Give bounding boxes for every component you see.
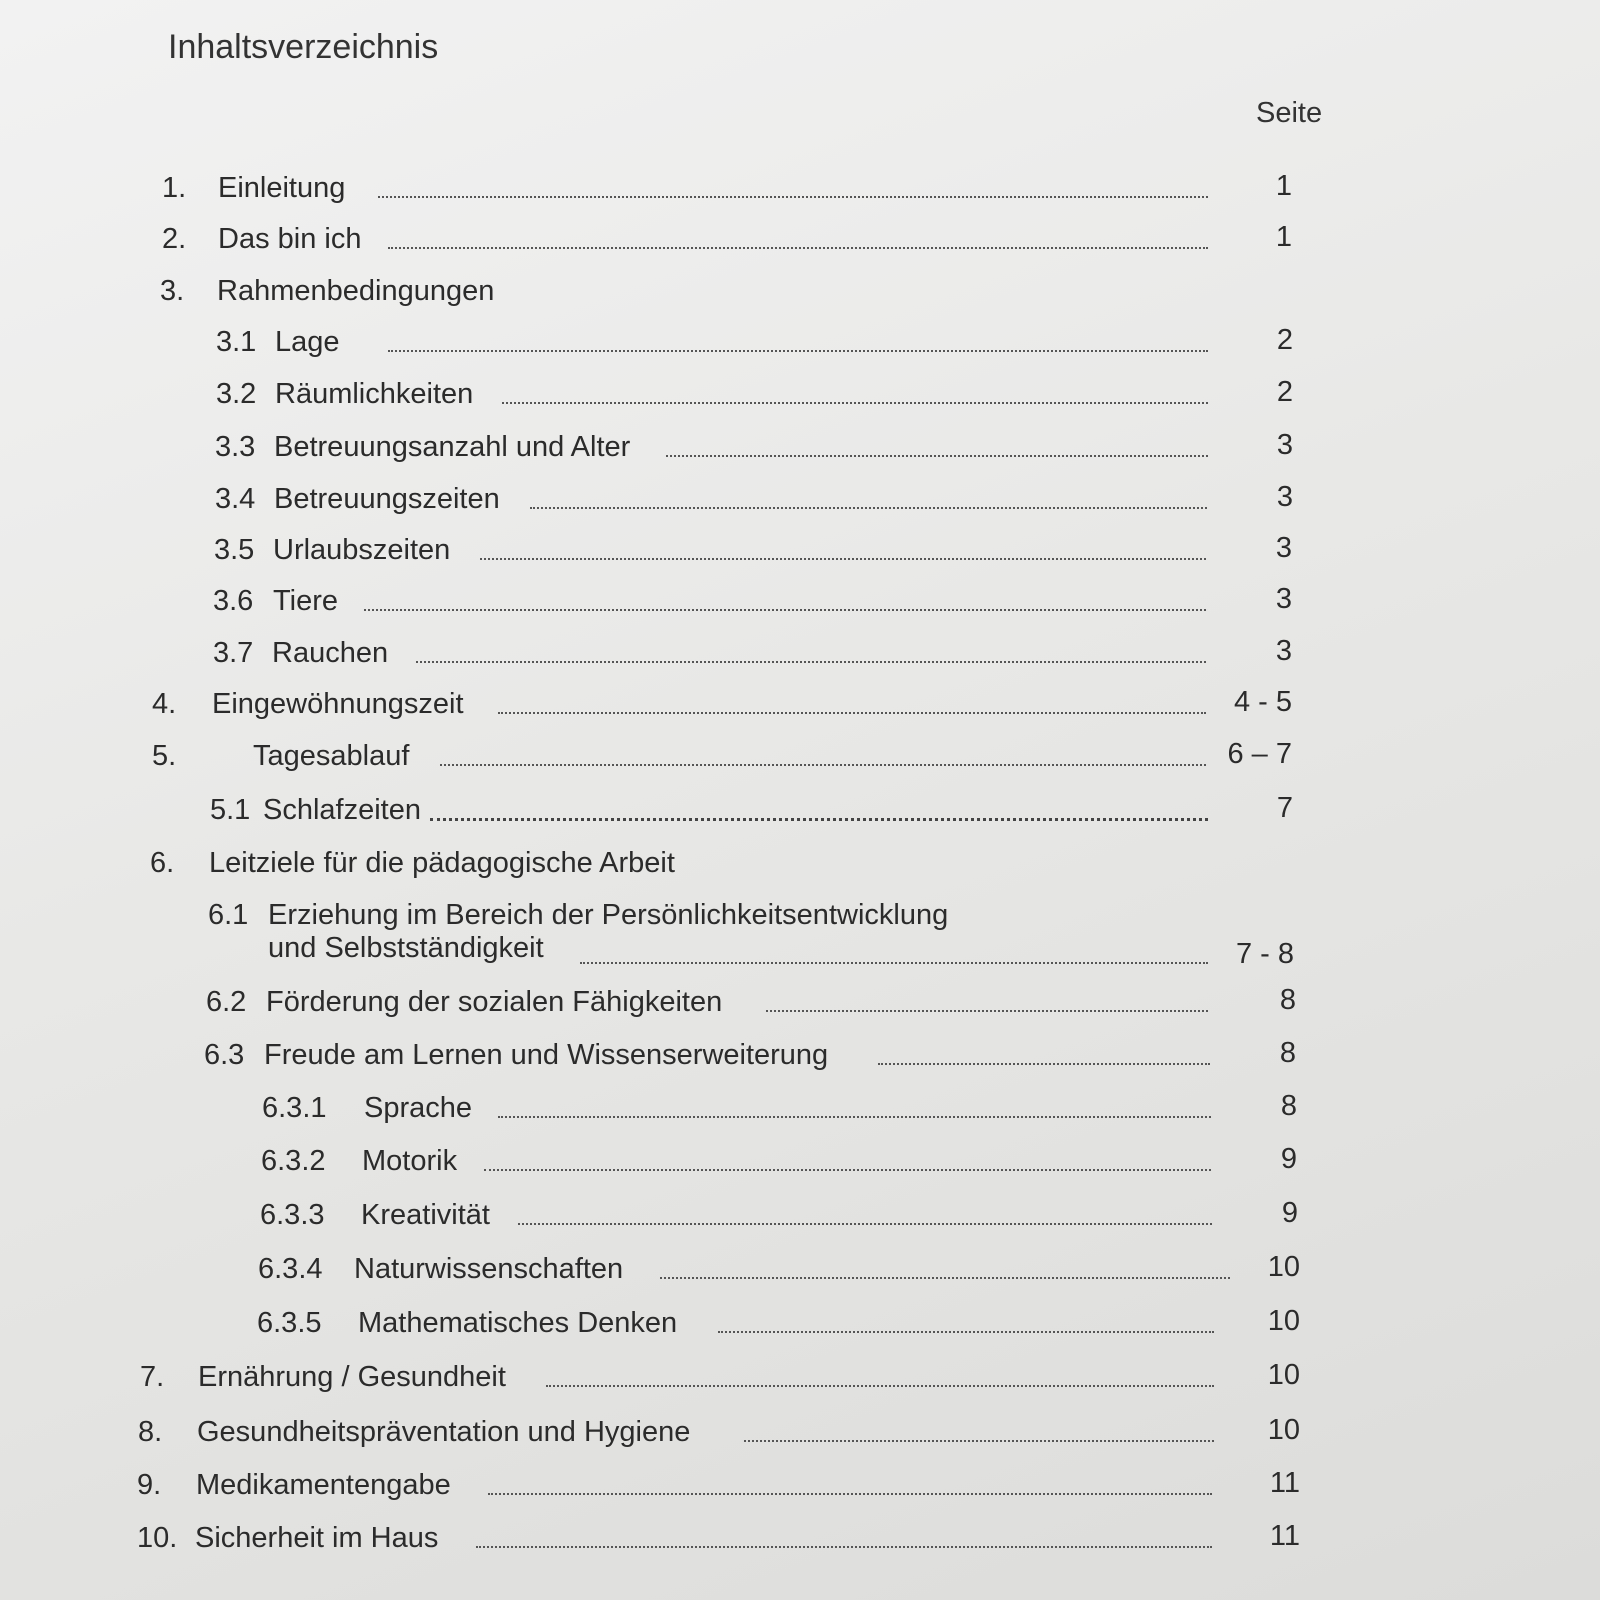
toc-entry [0,1305,1600,1345]
toc-entry-number: 7. [140,1361,165,1393]
toc-entry [0,635,1600,675]
toc-entry-number: 10. [137,1522,178,1554]
toc-leader-line [378,196,1208,198]
toc-entry-label: Freude am Lernen und Wissenserweiterung [264,1039,829,1071]
toc-entry-label: Naturwissenschaften [354,1253,624,1285]
toc-entry [0,1520,1600,1560]
toc-entry-page: 3 [1276,481,1293,513]
toc-entry-number: 3.5 [214,534,255,566]
toc-entry [0,686,1600,726]
toc-entry-label: Sicherheit im Haus [195,1522,439,1554]
toc-entry-page: 3 [1275,635,1292,667]
toc-entry-number: 6.3.3 [260,1199,325,1231]
toc-entry-number: 1. [162,172,187,204]
toc-entry-page: 9 [1280,1143,1297,1175]
page-column-header: Seite [1256,97,1323,129]
toc-entry-label: Leitziele für die pädagogische Arbeit [209,847,675,879]
toc-entry-page: 8 [1279,1037,1296,1069]
toc-entry-page: 1 [1275,170,1292,202]
toc-entry-page: 3 [1275,583,1292,615]
toc-leader-line [416,661,1206,663]
toc-entry-number: 3.2 [216,378,257,410]
toc-entry [0,1467,1600,1507]
toc-entry-page: 10 [1267,1414,1300,1446]
toc-entry [0,792,1600,832]
toc-entry [0,1143,1600,1183]
toc-entry-label: Mathematisches Denken [358,1307,678,1339]
toc-entry-label: Betreuungsanzahl und Alter [274,431,631,463]
toc-leader-line [388,350,1208,352]
toc-entry-page: 11 [1269,1467,1300,1499]
toc-entry-number: 6.3.1 [262,1092,327,1124]
toc-leader-line [498,712,1206,714]
toc-leader-line [498,1116,1211,1118]
toc-entry [0,1197,1600,1237]
toc-entry-label: Eingewöhnungszeit [212,688,464,720]
toc-leader-line [476,1546,1212,1548]
toc-entry-label: Betreuungszeiten [274,483,500,515]
toc-entry-number: 3. [160,275,185,307]
toc-entry-page: 9 [1281,1197,1298,1229]
toc-leader-line [480,558,1206,560]
toc-leader-line [430,818,1208,821]
toc-entry [0,481,1600,521]
toc-entry [0,984,1600,1024]
toc-entry-label-continuation: und Selbstständigkeit [268,932,544,964]
toc-entry-label: Rauchen [272,637,389,669]
toc-entry [0,1251,1600,1291]
toc-entry [0,324,1600,364]
toc-entry-label: Einleitung [218,172,346,204]
toc-entry-label: Urlaubszeiten [273,534,451,566]
toc-leader-line [666,455,1208,457]
toc-entry-number: 6.3.5 [257,1307,322,1339]
toc-entry-number: 3.1 [216,326,257,358]
toc-entry [0,273,1600,313]
toc-leader-line [718,1331,1214,1333]
toc-entry-page: 10 [1267,1359,1300,1391]
toc-entry-number: 6.1 [208,899,249,931]
toc-leader-line [546,1385,1214,1387]
toc-entry-page: 8 [1279,984,1296,1016]
toc-entry-label: Gesundheitspräventation und Hygiene [197,1416,691,1448]
toc-entry [0,738,1600,778]
toc-entry-page: 8 [1280,1090,1297,1122]
toc-entry [0,376,1600,416]
toc-leader-line [744,1440,1214,1442]
toc-entry-number: 6. [150,847,175,879]
toc-leader-line [484,1169,1211,1171]
toc-entry-number: 6.2 [206,986,247,1018]
toc-leader-line [766,1010,1208,1012]
toc-entry-label: Sprache [364,1092,473,1124]
toc-leader-line [518,1223,1212,1225]
toc-entry-label: Motorik [362,1145,458,1177]
toc-leader-line [364,609,1206,611]
toc-entry-label: Kreativität [361,1199,490,1231]
toc-entry-page: 10 [1267,1251,1300,1283]
toc-leader-line [878,1063,1210,1065]
toc-entry-label: Rahmenbedingungen [217,275,495,307]
toc-entry [0,1090,1600,1130]
toc-entry-page: 2 [1276,376,1293,408]
toc-entry-number: 5.1 [210,794,251,826]
toc-entry [0,897,1600,937]
toc-entry-page: 1 [1275,221,1292,253]
toc-entry-page: 11 [1269,1520,1300,1552]
toc-leader-line [502,402,1208,404]
toc-entry [0,221,1600,261]
toc-entry-number: 3.7 [213,637,254,669]
toc-entry-page: 7 - 8 [1235,938,1294,970]
toc-entry-number: 3.6 [213,585,254,617]
toc-entry-label: Räumlichkeiten [275,378,474,410]
toc-entry-number: 6.3.2 [261,1145,326,1177]
toc-entry-label: Lage [275,326,340,358]
toc-leader-line [440,764,1206,766]
toc-entry-page: 3 [1276,429,1293,461]
toc-entry-number: 2. [162,223,187,255]
toc-entry [0,845,1600,885]
toc-entry [0,583,1600,623]
toc-entry-label: Ernährung / Gesundheit [198,1361,506,1393]
toc-leader-line [530,507,1207,509]
toc-entry-label: Tagesablauf [253,740,410,772]
toc-leader-line [488,1493,1212,1495]
toc-entry-label: Tiere [273,585,338,617]
toc-entry [0,429,1600,469]
toc-leader-line [660,1277,1230,1279]
toc-leader-line [388,247,1208,249]
toc-entry [0,1414,1600,1454]
toc-leader-line [580,962,1208,964]
toc-entry-page: 10 [1267,1305,1300,1337]
toc-entry [0,170,1600,210]
toc-entry-page: 6 – 7 [1227,738,1292,770]
toc-entry-number: 9. [137,1469,162,1501]
toc-entry-label: Schlafzeiten [263,794,421,826]
toc-entry [0,1359,1600,1399]
toc-entry-page: 2 [1276,324,1293,356]
toc-entry [0,532,1600,572]
toc-entry-label: Medikamentengabe [196,1469,451,1501]
toc-entry-label: Förderung der sozialen Fähigkeiten [266,986,723,1018]
toc-title: Inhaltsverzeichnis [168,28,439,66]
toc-entry-number: 5. [152,740,177,772]
toc-entry-page: 3 [1275,532,1292,564]
toc-entry-page: 4 - 5 [1233,686,1292,718]
toc-entry-number: 6.3.4 [258,1253,323,1285]
toc-entry-page: 7 [1276,792,1293,824]
toc-entry [0,1037,1600,1077]
toc-entry-number: 3.3 [215,431,256,463]
toc-entry-label: Erziehung im Bereich der Persönlichkeitsentwicklung [268,899,949,931]
toc-entry-number: 3.4 [215,483,256,515]
toc-entry-number: 8. [138,1416,163,1448]
toc-entry-number: 4. [152,688,177,720]
toc-entry-label: Das bin ich [218,223,362,255]
toc-entry-number: 6.3 [204,1039,245,1071]
